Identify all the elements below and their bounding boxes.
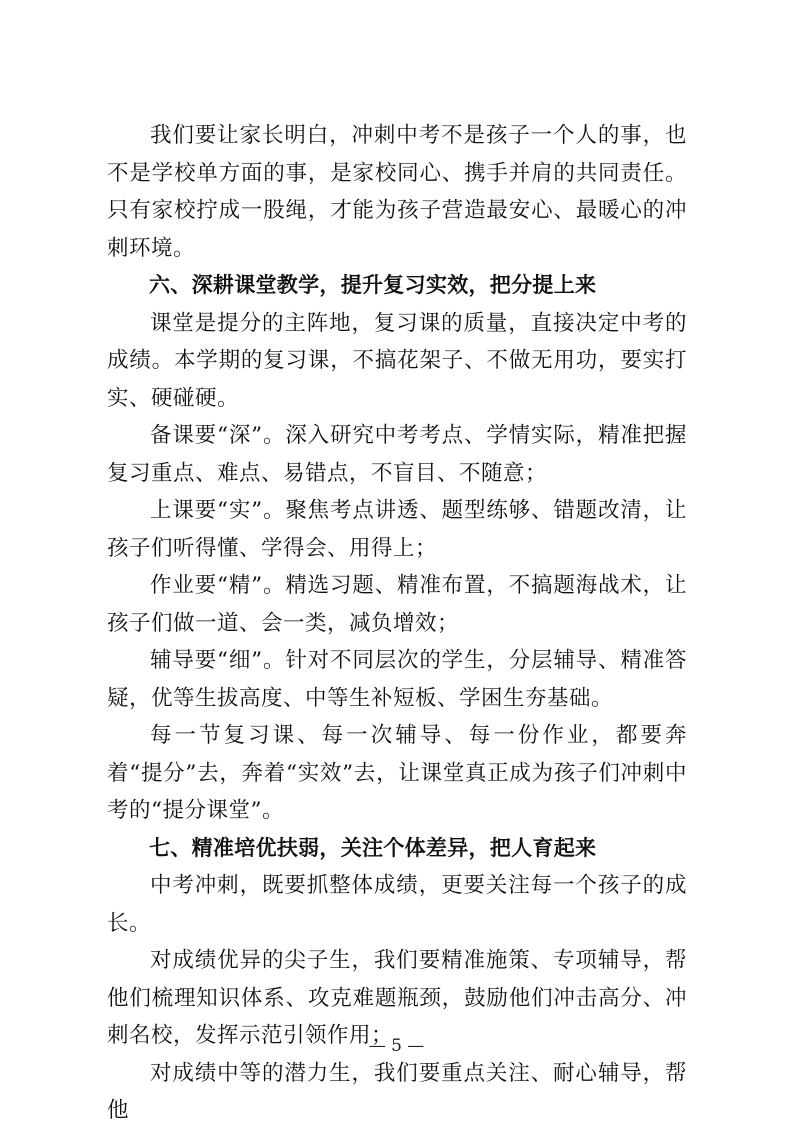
section-heading-six: 六、深耕课堂教学，提升复习实效，把分提上来 [149,273,597,297]
paragraph-individual-growth: 中考冲刺，既要抓整体成绩，更要关注每一个孩子的成长。 [107,873,687,936]
paragraph-homework: 作业要“精”。精选习题、精准布置，不搞题海战术，让孩子们做一道、会一类，减负增效； [107,573,687,636]
paragraph-family-school-cooperation: 我们要让家长明白，冲刺中考不是孩子一个人的事，也不是学校单方面的事，是家校同心、携手并肩的共同责任。只有家校拧成一股绳，才能为孩子营造最安心、最暖心的冲刺环境。 [107,123,687,261]
paragraph-top-students: 对成绩优异的尖子生，我们要精准施策、专项辅导，帮他们梳理知识体系、攻克难题瓶颈，鼓励他们冲击高分、冲刺名校，发挥示范引领作用； [107,948,687,1048]
paragraph-lesson-preparation: 备课要“深”。深入研究中考考点、学情实际，精准把握复习重点、难点、易错点，不盲目、不随意； [107,423,687,486]
paragraph-classroom-main-position: 课堂是提分的主阵地，复习课的质量，直接决定中考的成绩。本学期的复习课，不搞花架子、不做无用功，要实打实、硬碰硬。 [107,310,687,411]
section-heading-seven: 七、精准培优扶弱，关注个体差异，把人育起来 [149,835,597,860]
paragraph-potential-students: 对成绩中等的潜力生，我们要重点关注、耐心辅导，帮他 [107,1060,687,1123]
paragraph-class-teaching: 上课要“实”。聚焦考点讲透、题型练够、错题改清，让孩子们听得懂、学得会、用得上； [107,498,687,561]
document-body [107,117,687,1130]
paragraph-score-improvement: 每一节复习课、每一次辅导、每一份作业，都要奔着“提分”去，奔着“实效”去，让课堂真正成为孩子们冲刺中考的“提分课堂”。 [107,723,687,823]
paragraph-tutoring: 辅导要“细”。针对不同层次的学生，分层辅导、精准答疑，优等生拔高度、中等生补短板、学困生夯基础。 [107,648,687,711]
page-number: — 5 — [368,1036,425,1056]
